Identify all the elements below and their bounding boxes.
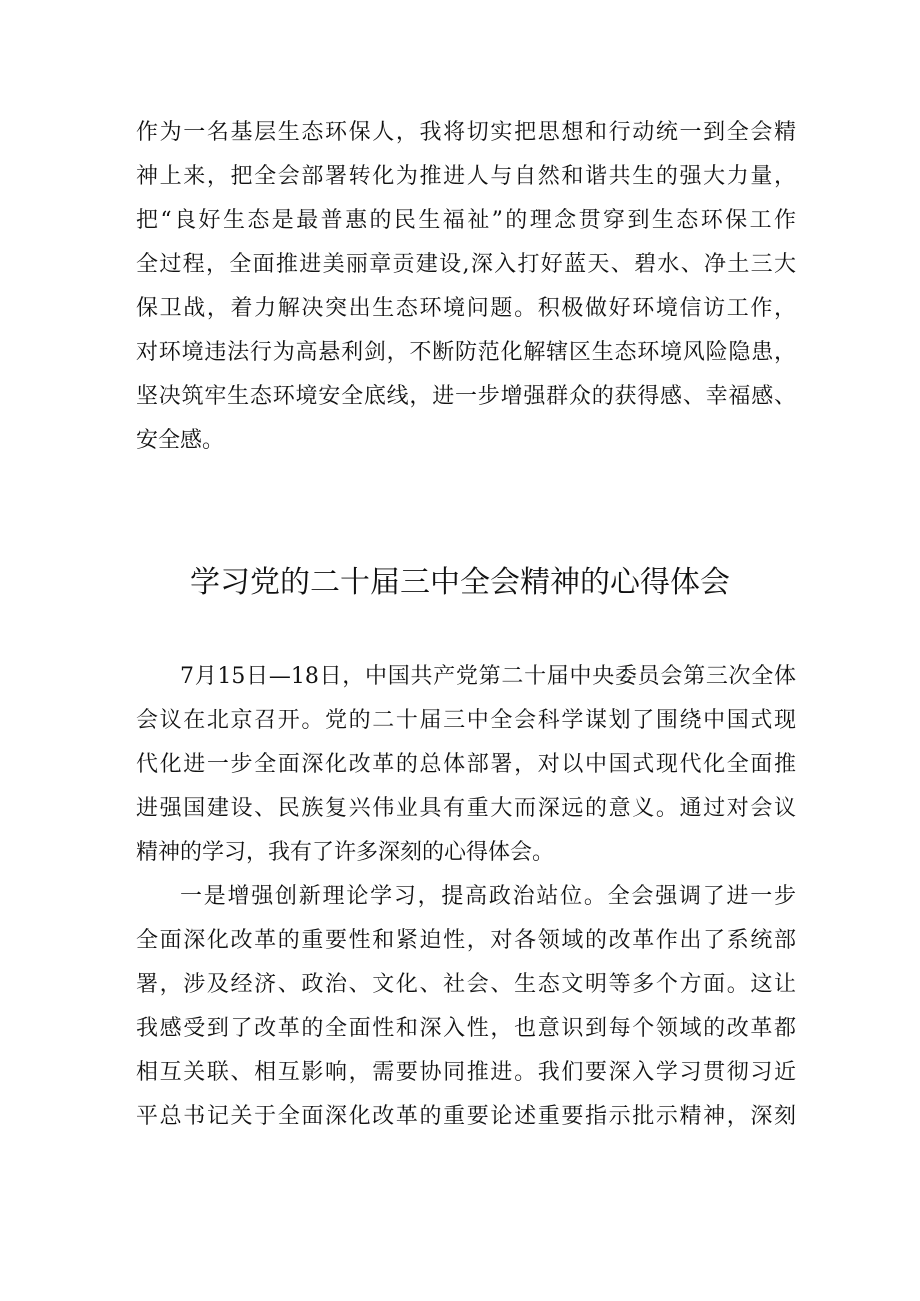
paragraph-line: 我感受到了改革的全面性和深入性，也意识到每个领域的改革都 (136, 1016, 796, 1041)
paragraph-line: 相互关联、相互影响，需要协同推进。我们要深入学习贯彻习近 (136, 1060, 796, 1085)
paragraph-line: 平总书记关于全面深化改革的重要论述重要指示批示精神，深刻 (136, 1104, 796, 1129)
paragraph-line: 作为一名基层生态环保人，我将切实把思想和行动统一到全会精 (136, 120, 796, 145)
paragraph-line: 全面深化改革的重要性和紧迫性，对各领域的改革作出了系统部 (136, 928, 796, 953)
paragraph-line: 署，涉及经济、政治、文化、社会、生态文明等多个方面。这让 (136, 972, 796, 997)
paragraph-line: 进强国建设、民族复兴伟业具有重大而深远的意义。通过对会议 (136, 796, 796, 821)
paragraph-1 (136, 655, 796, 875)
paragraph-line: 7月15日—18日，中国共产党第二十届中央委员会第三次全体 (180, 664, 796, 689)
paragraph-line: 精神的学习，我有了许多深刻的心得体会。 (136, 840, 555, 865)
paragraph-line: 神上来，把全会部署转化为推进人与自然和谐共生的强大力量， (136, 164, 796, 189)
paragraph-2 (136, 875, 796, 1139)
paragraph-line: 代化进一步全面深化改革的总体部署，对以中国式现代化全面推 (136, 752, 796, 777)
article-body (136, 655, 796, 1139)
paragraph-line: 坚决筑牢生态环境安全底线，进一步增强群众的获得感、幸福感、 (136, 384, 796, 409)
paragraph-line: 对环境违法行为高悬利剑，不断防范化解辖区生态环境风险隐患， (136, 340, 796, 365)
article-title: 学习党的二十届三中全会精神的心得体会 (190, 565, 730, 600)
paragraph-line: 一是增强创新理论学习，提高政治站位。全会强调了进一步 (180, 884, 796, 909)
paragraph-line: 把“良好生态是最普惠的民生福祉”的理念贯穿到生态环保工作 (136, 208, 796, 233)
paragraph-line: 会议在北京召开。党的二十届三中全会科学谋划了围绕中国式现 (136, 708, 796, 733)
paragraph-line: 安全感。 (136, 428, 225, 453)
paragraph-line: 全过程，全面推进美丽章贡建设,深入打好蓝天、碧水、净土三大 (136, 252, 796, 277)
paragraph-line: 保卫战，着力解决突出生态环境问题。积极做好环境信访工作， (136, 296, 796, 321)
intro-paragraph (136, 111, 796, 463)
